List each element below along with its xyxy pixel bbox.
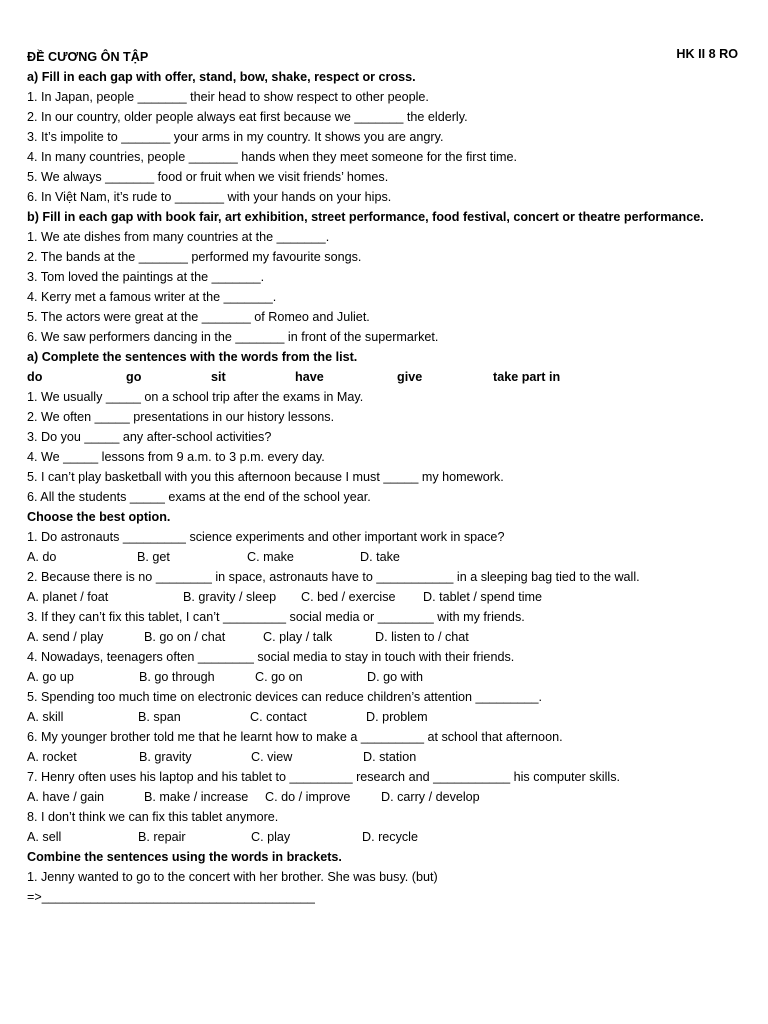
option: B. get [137,550,170,564]
list-item: 4. We _____ lessons from 9 a.m. to 3 p.m. every day. [27,450,325,464]
list-item: 2. The bands at the _______ performed my favourite songs. [27,250,362,264]
option: C. play / talk [263,630,333,644]
option: D. go with [367,670,423,684]
option: B. go through [139,670,215,684]
option: B. make / increase [144,790,249,804]
list-item: 6. In Việt Nam, it’s rude to _______ with your hands on your hips. [27,190,392,204]
list-item: 4. Kerry met a famous writer at the _______. [27,290,277,304]
question: 6. My younger brother told me that he learnt how to make a _________ at school that afternoon. [27,730,563,744]
list-item: 2. In our country, older people always eat first because we _______ the elderly. [27,110,468,124]
option: D. tablet / spend time [423,590,543,604]
option: D. carry / develop [381,790,480,804]
option: A. do [27,550,57,564]
option: C. make [247,550,294,564]
option: D. recycle [362,830,418,844]
list-item: 1. Jenny wanted to go to the concert with her brother. She was busy. (but) [27,870,438,884]
section-heading-word-list: a) Complete the sentences with the words from the list. [27,350,358,364]
section-heading-events: b) Fill in each gap with book fair, art exhibition, street performance, food festival, concert or theatre performance. [27,210,704,224]
list-item: 6. We saw performers dancing in the _______ in front of the supermarket. [27,330,439,344]
option: A. sell [27,830,62,844]
list-item: 3. Tom loved the paintings at the _______. [27,270,265,284]
option: D. problem [366,710,428,724]
document-code: HK II 8 RO [676,47,738,61]
option: C. view [251,750,293,764]
options-row [27,627,743,647]
question: 2. Because there is no ________ in space, astronauts have to ___________ in a sleeping bag tied to the wall. [27,570,640,584]
list-item: 1. We usually _____ on a school trip after the exams in May. [27,390,364,404]
section-heading-best-option: Choose the best option. [27,510,171,524]
question: 8. I don’t think we can fix this tablet anymore. [27,810,279,824]
options-row [27,667,743,687]
question: 3. If they can’t fix this tablet, I can’t _________ social media or ________ with my friends. [27,610,525,624]
word-list-item: do [27,370,43,384]
option: B. span [138,710,181,724]
option: D. take [360,550,400,564]
list-item: 5. We always _______ food or fruit when we visit friends’ homes. [27,170,389,184]
options-row [27,827,743,847]
word-list-item: give [397,370,423,384]
options-row [27,787,743,807]
list-item: 2. We often _____ presentations in our history lessons. [27,410,335,424]
option: C. play [251,830,291,844]
answer-line: =>_______________________________________ [27,890,315,904]
option: A. rocket [27,750,77,764]
option: A. skill [27,710,64,724]
section-heading-customs: a) Fill in each gap with offer, stand, bow, shake, respect or cross. [27,70,416,84]
question: 5. Spending too much time on electronic devices can reduce children’s attention _________. [27,690,543,704]
options-row [27,547,743,567]
list-item: 3. Do you _____ any after-school activities? [27,430,272,444]
list-item: 6. All the students _____ exams at the end of the school year. [27,490,371,504]
option: B. gravity / sleep [183,590,277,604]
list-item: 3. It’s impolite to _______ your arms in my country. It shows you are angry. [27,130,444,144]
list-item: 4. In many countries, people _______ hands when they meet someone for the first time. [27,150,518,164]
option: C. bed / exercise [301,590,396,604]
word-list-item: take part in [493,370,561,384]
list-item: 1. In Japan, people _______ their head to show respect to other people. [27,90,429,104]
section-heading-combine: Combine the sentences using the words in brackets. [27,850,342,864]
word-list-item: have [295,370,324,384]
option: D. station [363,750,417,764]
option: D. listen to / chat [375,630,469,644]
list-item: 1. We ate dishes from many countries at the _______. [27,230,330,244]
option: B. go on / chat [144,630,226,644]
question: 4. Nowadays, teenagers often ________ social media to stay in touch with their friends. [27,650,515,664]
options-row [27,747,743,767]
options-row [27,587,743,607]
option: B. repair [138,830,186,844]
question: 1. Do astronauts _________ science experiments and other important work in space? [27,530,505,544]
option: A. have / gain [27,790,105,804]
options-row [27,707,743,727]
word-list-item: go [126,370,142,384]
list-item: 5. I can’t play basketball with you this afternoon because I must _____ my homework. [27,470,504,484]
option: A. planet / foat [27,590,109,604]
question: 7. Henry often uses his laptop and his tablet to _________ research and ___________ his computer skills. [27,770,620,784]
word-list [27,367,743,387]
worksheet [27,47,743,907]
option: C. go on [255,670,303,684]
option: A. send / play [27,630,104,644]
option: B. gravity [139,750,192,764]
option: C. contact [250,710,307,724]
option: C. do / improve [265,790,351,804]
list-item: 5. The actors were great at the _______ of Romeo and Juliet. [27,310,370,324]
option: A. go up [27,670,74,684]
document-title: ĐỀ CƯƠNG ÔN TẬP [27,50,149,64]
word-list-item: sit [211,370,226,384]
